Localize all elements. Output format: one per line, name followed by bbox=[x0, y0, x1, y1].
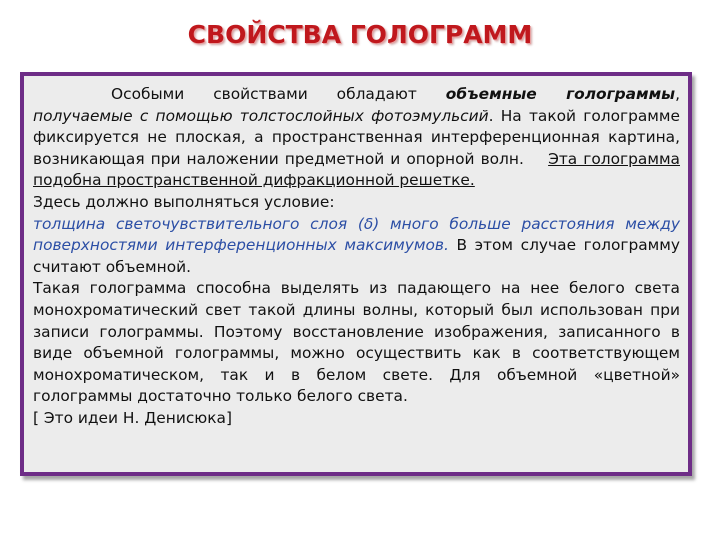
text-body bbox=[33, 84, 680, 430]
p1-term: объемные голограммы bbox=[445, 85, 676, 103]
p1-underlined: Эта голограмма подобна пространственной дифракционной решетке. bbox=[33, 149, 680, 190]
paragraph-5: [ Это идеи Н. Денисюка] bbox=[33, 408, 232, 427]
p3-conclusion: В этом случае голограмму считают объемной. bbox=[33, 236, 681, 276]
p1-intro: Особыми свойствами обладают bbox=[111, 85, 446, 103]
paragraph-3 bbox=[33, 214, 680, 279]
paragraph-2: Здесь должно выполняться условие: bbox=[33, 192, 335, 211]
slide-title: СВОЙСТВА ГОЛОГРАММ bbox=[187, 20, 533, 49]
p3-condition: толщина светочувствительного слоя (δ) много больше расстояния между поверхностями интерференционных максимумов. bbox=[33, 214, 680, 255]
paragraph-1 bbox=[33, 84, 680, 192]
text-box bbox=[20, 72, 692, 476]
p1-description: . На такой голограмме фиксируется не плоская, а пространственная интерференционная картина, возникающая при наложении предметной и опорной волн. bbox=[33, 106, 680, 168]
p1-method: получаемые с помощью толстослойных фотоэмульсий bbox=[33, 106, 489, 125]
p1-comma: , bbox=[675, 85, 681, 103]
paragraph-4: Такая голограмма способна выделять из падающего на нее белого света монохроматический свет такой длины волны, который был использован при записи голограммы. Поэтому восстановление изображения, записанного в виде объемной голограммы, можно осуществить как в соответствующем монохроматическом, так и в белом свете. Для объемной «цветной» голограммы достаточно только белого света. bbox=[33, 279, 680, 406]
